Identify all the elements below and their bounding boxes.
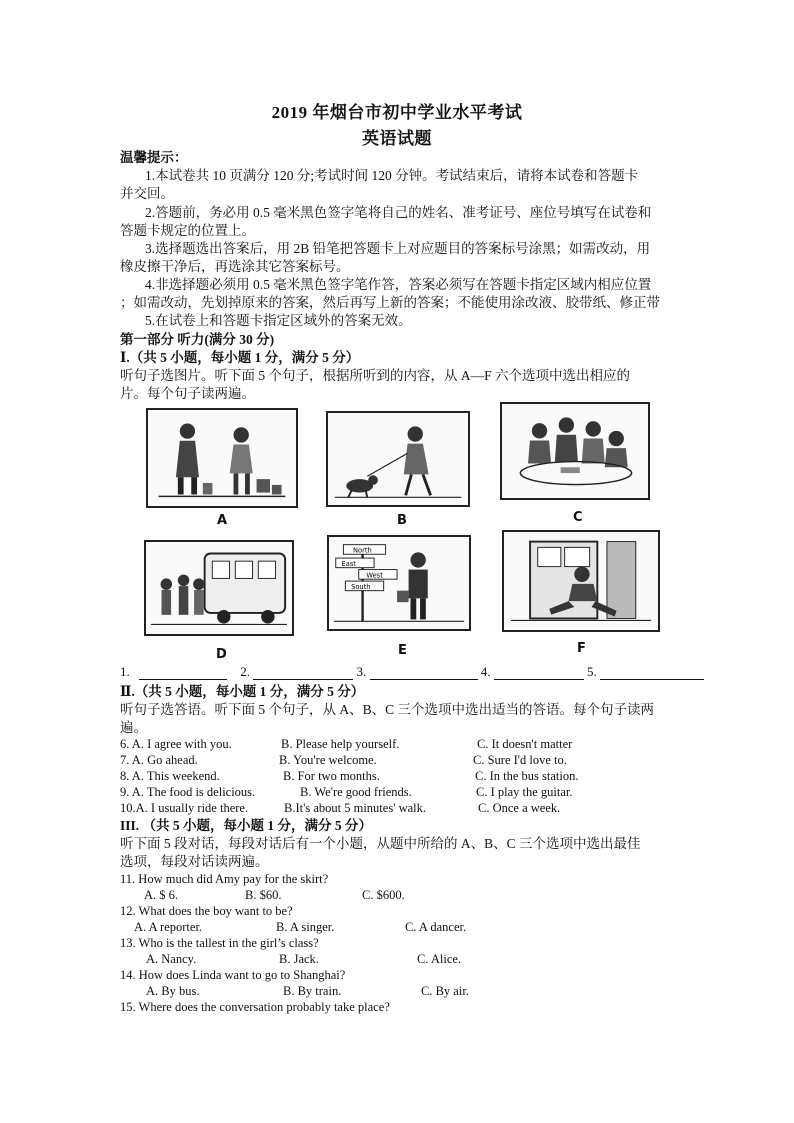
boy-sitting-illustration xyxy=(504,532,658,630)
question-stem: 13. Who is the tallest in the girl’s class? xyxy=(120,936,319,950)
part-heading: 第一部分 听力(满分 30 分) xyxy=(120,332,275,347)
picture-b-label: B xyxy=(397,513,407,528)
notice-line: 答题卡规定的位置上。 xyxy=(120,223,255,238)
option-b: B. Please help yourself. xyxy=(281,737,400,751)
section-instruction: 听句子选答语。听下面 5 个句子，从 A、B、C 三个选项中选出适当的答语。每个句子读两 xyxy=(120,702,655,717)
option-b: B. We're good friends. xyxy=(300,785,412,799)
sign-north: North xyxy=(353,546,372,555)
option-a: 10.A. I usually ride there. xyxy=(120,801,249,815)
answer-blank-2[interactable] xyxy=(253,665,353,680)
section-instruction: 听句子选图片。听下面 5 个句子，根据所听到的内容，从 A—F 六个选项中选出相应的 xyxy=(120,368,631,383)
option-c: C. Sure I'd love to. xyxy=(473,753,567,767)
picture-e xyxy=(327,535,471,631)
option-b: B. $60. xyxy=(245,888,282,902)
blank-label: 4. xyxy=(480,664,491,679)
sign-east: East xyxy=(341,559,356,568)
answer-blank-4[interactable] xyxy=(494,665,584,680)
sign-south: South xyxy=(351,582,371,591)
answer-blank-1[interactable] xyxy=(139,665,227,680)
exam-title: 2019 年烟台市初中学业水平考试 xyxy=(271,103,523,122)
blank-label: 1. xyxy=(120,664,130,679)
answer-blank-3[interactable] xyxy=(370,665,478,680)
option-a: A. $ 6. xyxy=(144,888,179,902)
section-heading: III. （共 5 小题，每小题 1 分，满分 5 分） xyxy=(120,818,373,833)
notice-label: 温馨提示： xyxy=(120,150,188,165)
lost-man-signpost-illustration xyxy=(329,537,469,629)
notice-line: 1.本试卷共 10 页满分 120 分;考试时间 120 分钟。考试结束后，请将本试卷和答题卡 xyxy=(145,168,639,183)
dog-walking-illustration xyxy=(328,413,468,505)
option-c: C. $600. xyxy=(362,888,405,902)
question-stem: 12. What does the boy want to be? xyxy=(120,904,293,918)
option-a: A. Nancy. xyxy=(146,952,197,966)
option-c: C. Once a week. xyxy=(478,801,561,815)
option-b: B. You're welcome. xyxy=(279,753,377,767)
section-instruction: 片。每个句子读两遍。 xyxy=(120,386,255,401)
picture-c xyxy=(500,402,650,500)
picture-f xyxy=(502,530,660,632)
option-c: C. Alice. xyxy=(417,952,462,966)
picture-e-label: E xyxy=(398,643,407,658)
notice-line: 3.选择题选出答案后，用 2B 铅笔把答题卡上对应题目的答案标号涂黑；如需改动，用 xyxy=(145,241,651,256)
notice-line: 橡皮擦干净后，再选涂其它答案标号。 xyxy=(120,259,350,274)
option-c: C. It doesn't matter xyxy=(477,737,573,751)
picture-a xyxy=(146,408,298,508)
question-stem: 11. How much did Amy pay for the skirt? xyxy=(120,872,329,886)
option-c: C. In the bus station. xyxy=(475,769,579,783)
option-b: B. Jack. xyxy=(279,952,319,966)
option-a: 6. A. I agree with you. xyxy=(120,737,232,751)
picture-f-label: F xyxy=(577,641,586,656)
blank-label: 5. xyxy=(587,664,597,679)
option-a: A. By bus. xyxy=(146,984,200,998)
blank-label: 3. xyxy=(356,664,367,679)
section-instruction: 听下面 5 段对话，每段对话后有一个小题，从题中所给的 A、B、C 三个选项中选出最佳 xyxy=(120,836,641,851)
notice-line: ；如需改动，先划掉原来的答案，然后再写上新的答案；不能使用涂改液、胶带纸、修正带 xyxy=(120,295,660,310)
option-c: C. A dancer. xyxy=(405,920,467,934)
answer-blank-5[interactable] xyxy=(600,665,704,680)
sign-west: West xyxy=(366,571,383,580)
option-a: 7. A. Go ahead. xyxy=(120,753,198,767)
shopping-women-illustration xyxy=(148,410,296,506)
picture-c-label: C xyxy=(573,510,583,525)
blank-label: 2. xyxy=(240,664,250,679)
exam-subtitle: 英语试题 xyxy=(362,129,432,148)
section-heading: Ⅰ.（共 5 小题，每小题 1 分，满分 5 分） xyxy=(120,350,360,365)
option-b: B. A singer. xyxy=(276,920,335,934)
option-b: B.It's about 5 minutes' walk. xyxy=(284,801,426,815)
notice-line: 并交回。 xyxy=(120,186,174,201)
meeting-illustration xyxy=(502,404,648,498)
question-stem: 15. Where does the conversation probably take place? xyxy=(120,1000,390,1014)
picture-d-label: D xyxy=(216,647,227,662)
bus-boarding-illustration xyxy=(146,542,292,634)
answer-blanks xyxy=(120,664,704,680)
option-c: C. By air. xyxy=(421,984,469,998)
notice-line: 4.非选择题必须用 0.5 毫米黑色签字笔作答，答案必须写在答题卡指定区域内相应位置 xyxy=(145,277,652,292)
option-c: C. I play the guitar. xyxy=(476,785,573,799)
option-a: 8. A. This weekend. xyxy=(120,769,220,783)
picture-b xyxy=(326,411,470,507)
notice-line: 2.答题前，务必用 0.5 毫米黑色签字笔将自己的姓名、准考证号、座位号填写在试卷和 xyxy=(145,205,652,220)
option-b: B. By train. xyxy=(283,984,342,998)
section-instruction: 选项，每段对话读两遍。 xyxy=(120,854,269,869)
option-a: A. A reporter. xyxy=(134,920,203,934)
section-heading: Ⅱ.（共 5 小题，每小题 1 分，满分 5 分） xyxy=(120,684,365,699)
picture-d xyxy=(144,540,294,636)
question-stem: 14. How does Linda want to go to Shanghai? xyxy=(120,968,346,982)
picture-a-label: A xyxy=(217,513,228,528)
section-instruction: 遍。 xyxy=(120,720,147,735)
notice-line: 5.在试卷上和答题卡指定区域外的答案无效。 xyxy=(145,313,412,328)
option-b: B. For two months. xyxy=(283,769,380,783)
option-a: 9. A. The food is delicious. xyxy=(120,785,256,799)
